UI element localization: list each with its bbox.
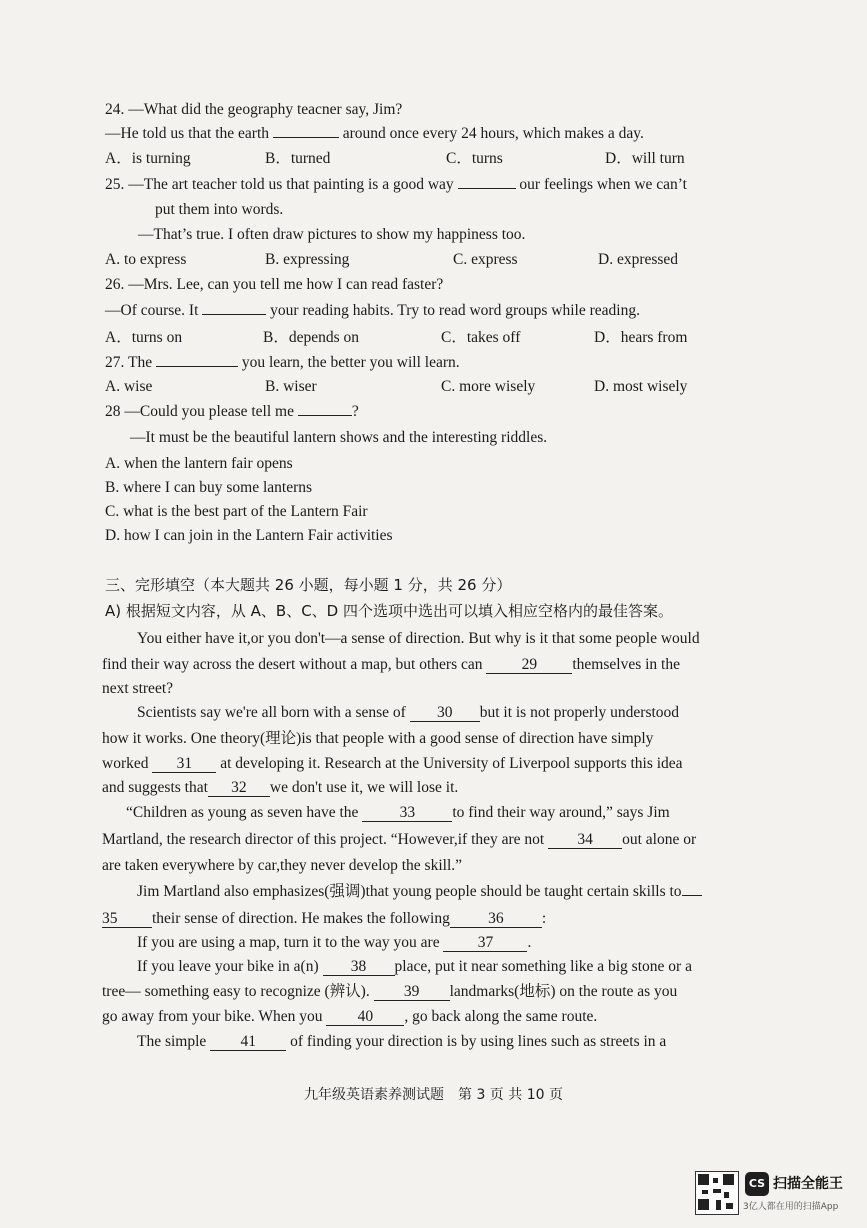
q28-stem-text-b: ?: [351, 403, 359, 420]
q27-stem-text-a: 27. The: [105, 354, 153, 371]
blank-29: 29: [486, 656, 572, 674]
q27-option-d: D. most wisely: [594, 378, 688, 395]
camscanner-logo: CS: [745, 1172, 769, 1196]
q28-option-c: C. what is the best part of the Lantern Fair: [105, 503, 368, 520]
q28-reply: —It must be the beautiful lantern shows and the interesting riddles.: [130, 429, 548, 446]
passage-text: place, put it near something like a big stone or a: [394, 958, 692, 975]
section-heading: 三、完形填空（本大题共 26 小题，每小题 1 分，共 26 分）: [105, 576, 512, 594]
passage-text: to find their way around,” says Jim: [452, 804, 670, 821]
passage-text: Martland, the research director of this project. “However,if they are not: [102, 831, 545, 848]
passage-line: [102, 982, 677, 1002]
q25-stem-text-a: 25. —The art teacher told us that painting is a good way: [105, 176, 454, 193]
passage-text: and suggests that: [102, 779, 208, 796]
q26-reply: [105, 301, 640, 321]
q24-option-b: B．turned: [265, 150, 331, 167]
passage-text: but it is not properly understood: [479, 704, 680, 721]
q24-stem: 24. —What did the geography teacner say, Jim?: [105, 101, 403, 118]
passage-text: we don't use it, we will lose it.: [269, 779, 459, 796]
camscanner-subtitle: 3亿人都在用的扫描App: [743, 1202, 839, 1212]
q28-blank: [298, 415, 352, 416]
passage-line: [137, 933, 531, 953]
blank-33: 33: [362, 804, 452, 822]
blank-35: 35: [102, 910, 152, 928]
passage-text: “Children as young as seven have the: [126, 804, 359, 821]
q28-option-a: A. when the lantern fair opens: [105, 455, 293, 472]
passage-text: :: [541, 910, 547, 927]
passage-text: Scientists say we're all born with a sense of: [137, 704, 406, 721]
passage-line: are taken everywhere by car,they never develop the skill.”: [102, 857, 463, 874]
passage-line: [102, 655, 680, 675]
q24-blank: [273, 137, 339, 138]
q26-stem: 26. —Mrs. Lee, can you tell me how I can read faster?: [105, 276, 444, 293]
passage-text: .: [527, 934, 532, 951]
q26-option-c: C．takes off: [441, 329, 521, 346]
passage-text: of finding your direction is by using lines such as streets in a: [290, 1033, 667, 1050]
passage-text: go away from your bike. When you: [102, 1008, 323, 1025]
passage-text: worked: [102, 755, 149, 772]
q25-option-d: D. expressed: [598, 251, 679, 268]
passage-text: tree— something easy to recognize (辨认).: [102, 983, 370, 1000]
section-instruction: A) 根据短文内容，从 A、B、C、D 四个选项中选出可以填入相应空格内的最佳答案。: [105, 602, 673, 620]
passage-line: [102, 1007, 597, 1027]
passage-text: their sense of direction. He makes the following: [152, 910, 450, 927]
q25-reply: —That’s true. I often draw pictures to show my happiness too.: [138, 226, 526, 243]
passage-line: [102, 830, 696, 850]
passage-text: landmarks(地标) on the route as you: [449, 983, 678, 1000]
q27-option-b: B. wiser: [265, 378, 317, 395]
q28-option-d: D. how I can join in the Lantern Fair activities: [105, 527, 393, 544]
q26-reply-text-b: your reading habits. Try to read word groups while reading.: [270, 302, 640, 319]
q25-option-b: B. expressing: [265, 251, 350, 268]
blank-37: 37: [443, 934, 527, 952]
q24-option-a: A．is turning: [105, 150, 191, 167]
blank-35-lead: [682, 895, 702, 896]
q25-option-a: A. to express: [105, 251, 187, 268]
passage-line: [137, 703, 679, 723]
q26-blank: [202, 314, 266, 315]
q25-option-c: C. express: [453, 251, 518, 268]
q27-option-a: A. wise: [105, 378, 153, 395]
passage-line: [102, 778, 458, 798]
passage-line: how it works. One theory(理论)is that people with a good sense of direction have simply: [102, 730, 654, 747]
q25-stem: [105, 175, 687, 195]
blank-32: 32: [208, 779, 270, 797]
blank-36: 36: [450, 910, 542, 928]
q25-stem-text-b: our feelings when we can’t: [519, 176, 687, 193]
q26-option-b: B．depends on: [263, 329, 360, 346]
blank-30: 30: [410, 704, 480, 722]
passage-line: [137, 957, 692, 977]
passage-text: out alone or: [622, 831, 697, 848]
passage-line: [137, 882, 702, 902]
q27-stem: [105, 353, 460, 373]
q24-option-c: C．turns: [446, 150, 503, 167]
qr-code-icon: [695, 1171, 739, 1215]
blank-34: 34: [548, 831, 622, 849]
blank-41: 41: [210, 1033, 286, 1051]
passage-line: [102, 909, 546, 929]
passage-line: You either have it,or you don't—a sense of direction. But why is it that some people would: [137, 630, 700, 647]
q28-stem-text-a: 28 —Could you please tell me: [105, 403, 294, 420]
passage-text: If you leave your bike in a(n): [137, 958, 319, 975]
passage-text: The simple: [137, 1033, 207, 1050]
passage-text: at developing it. Research at the University of Liverpool supports this idea: [220, 755, 683, 772]
q27-stem-text-b: you learn, the better you will learn.: [241, 354, 460, 371]
page-footer: 九年级英语素养测试题 第 3 页 共 10 页: [304, 1087, 563, 1103]
q27-option-c: C. more wisely: [441, 378, 536, 395]
passage-text: find their way across the desert without a map, but others can: [102, 656, 483, 673]
q28-option-b: B. where I can buy some lanterns: [105, 479, 313, 496]
passage-line: [126, 803, 670, 823]
q25-blank: [458, 188, 516, 189]
passage-line: next street?: [102, 680, 174, 697]
q26-reply-text-a: —Of course. It: [105, 302, 199, 319]
blank-39: 39: [374, 983, 450, 1001]
passage-text: , go back along the same route.: [404, 1008, 598, 1025]
passage-line: [137, 1032, 666, 1052]
q24-option-d: D．will turn: [605, 150, 685, 167]
q24-reply-text-a: —He told us that the earth: [105, 125, 269, 142]
blank-31: 31: [152, 755, 216, 773]
q24-reply: [105, 124, 644, 144]
blank-40: 40: [326, 1008, 404, 1026]
passage-text: Jim Martland also emphasizes(强调)that young people should be taught certain skills to: [137, 883, 682, 900]
q26-option-d: D．hears from: [594, 329, 688, 346]
blank-38: 38: [323, 958, 395, 976]
q27-blank: [156, 366, 238, 367]
q24-reply-text-b: around once every 24 hours, which makes a day.: [342, 125, 644, 142]
camscanner-title: 扫描全能王: [773, 1176, 843, 1192]
q28-stem: [105, 402, 359, 422]
q25-stem-cont: put them into words.: [155, 201, 284, 218]
passage-text: themselves in the: [572, 656, 680, 673]
q26-option-a: A．turns on: [105, 329, 183, 346]
passage-line: [102, 754, 683, 774]
passage-text: If you are using a map, turn it to the way you are: [137, 934, 440, 951]
